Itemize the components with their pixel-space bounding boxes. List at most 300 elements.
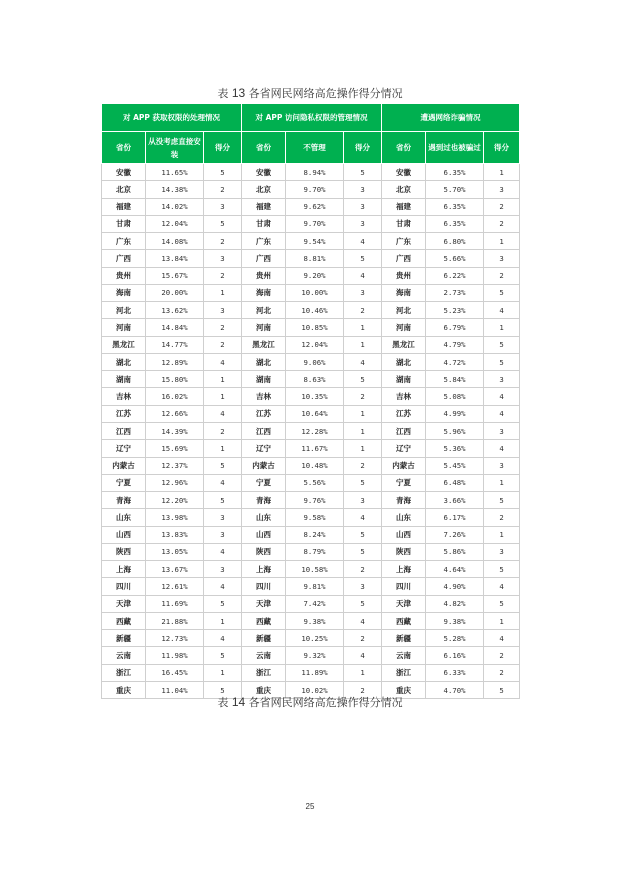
percent-cell: 9.58% [286, 509, 344, 526]
province-cell: 黑龙江 [382, 336, 426, 353]
score-cell: 3 [484, 250, 520, 267]
score-cell: 3 [204, 509, 242, 526]
column-header: 从没考虑直接安装 [146, 132, 204, 164]
province-cell: 宁夏 [102, 474, 146, 491]
percent-cell: 15.69% [146, 440, 204, 457]
table-row [102, 492, 520, 509]
score-cell: 5 [344, 371, 382, 388]
province-cell: 重庆 [242, 681, 286, 698]
province-cell: 湖南 [382, 371, 426, 388]
score-cell: 5 [344, 526, 382, 543]
province-cell: 广西 [382, 250, 426, 267]
percent-cell: 9.62% [286, 198, 344, 215]
score-cell: 2 [484, 664, 520, 681]
percent-cell: 10.35% [286, 388, 344, 405]
percent-cell: 8.24% [286, 526, 344, 543]
percent-cell: 10.46% [286, 302, 344, 319]
percent-cell: 6.16% [426, 647, 484, 664]
score-cell: 5 [204, 595, 242, 612]
province-cell: 江苏 [102, 405, 146, 422]
score-cell: 2 [484, 215, 520, 232]
score-cell: 3 [204, 561, 242, 578]
percent-cell: 6.79% [426, 319, 484, 336]
score-cell: 2 [344, 388, 382, 405]
province-cell: 新疆 [102, 630, 146, 647]
percent-cell: 5.84% [426, 371, 484, 388]
percent-cell: 10.00% [286, 284, 344, 301]
province-cell: 青海 [382, 492, 426, 509]
percent-cell: 4.79% [426, 336, 484, 353]
province-cell: 浙江 [242, 664, 286, 681]
column-header: 得分 [344, 132, 382, 164]
province-cell: 新疆 [242, 630, 286, 647]
province-cell: 青海 [102, 492, 146, 509]
score-cell: 1 [344, 405, 382, 422]
province-cell: 江西 [382, 422, 426, 439]
score-cell: 3 [344, 492, 382, 509]
column-header: 省份 [242, 132, 286, 164]
province-cell: 福建 [102, 198, 146, 215]
percent-cell: 14.38% [146, 181, 204, 198]
province-cell: 吉林 [102, 388, 146, 405]
percent-cell: 6.22% [426, 267, 484, 284]
percent-cell: 5.96% [426, 422, 484, 439]
province-cell: 浙江 [102, 664, 146, 681]
percent-cell: 6.35% [426, 215, 484, 232]
score-cell: 2 [204, 319, 242, 336]
score-cell: 5 [204, 164, 242, 181]
percent-cell: 9.20% [286, 267, 344, 284]
percent-cell: 5.45% [426, 457, 484, 474]
table-row [102, 578, 520, 595]
table-row [102, 164, 520, 181]
province-cell: 河南 [102, 319, 146, 336]
score-cell: 5 [484, 353, 520, 370]
province-cell: 重庆 [382, 681, 426, 698]
percent-cell: 15.80% [146, 371, 204, 388]
percent-cell: 4.70% [426, 681, 484, 698]
score-cell: 1 [204, 440, 242, 457]
percent-cell: 11.04% [146, 681, 204, 698]
caption-number: 13 [231, 86, 246, 100]
score-cell: 5 [204, 681, 242, 698]
province-cell: 安徽 [242, 164, 286, 181]
score-cell: 4 [344, 647, 382, 664]
province-cell: 湖北 [382, 353, 426, 370]
province-cell: 江西 [242, 422, 286, 439]
province-cell: 福建 [242, 198, 286, 215]
percent-cell: 9.32% [286, 647, 344, 664]
score-cell: 4 [204, 578, 242, 595]
table-row [102, 440, 520, 457]
percent-cell: 6.80% [426, 233, 484, 250]
percent-cell: 4.99% [426, 405, 484, 422]
score-cell: 1 [344, 336, 382, 353]
score-cell: 1 [484, 319, 520, 336]
province-cell: 海南 [382, 284, 426, 301]
score-cell: 4 [344, 233, 382, 250]
column-header: 遇到过也被骗过 [426, 132, 484, 164]
score-cell: 4 [204, 630, 242, 647]
score-cell: 4 [484, 405, 520, 422]
percent-cell: 12.89% [146, 353, 204, 370]
score-cell: 3 [344, 578, 382, 595]
percent-cell: 11.89% [286, 664, 344, 681]
percent-cell: 12.04% [286, 336, 344, 353]
table-row [102, 388, 520, 405]
province-cell: 贵州 [242, 267, 286, 284]
score-cell: 4 [484, 388, 520, 405]
percent-cell: 13.83% [146, 526, 204, 543]
province-cell: 重庆 [102, 681, 146, 698]
province-cell: 河北 [382, 302, 426, 319]
score-cell: 5 [484, 595, 520, 612]
column-header: 得分 [484, 132, 520, 164]
percent-cell: 6.35% [426, 198, 484, 215]
score-cell: 5 [344, 595, 382, 612]
score-cell: 2 [484, 267, 520, 284]
table-row [102, 336, 520, 353]
score-cell: 1 [204, 284, 242, 301]
score-cell: 5 [344, 164, 382, 181]
percent-cell: 5.36% [426, 440, 484, 457]
table-row [102, 647, 520, 664]
percent-cell: 8.81% [286, 250, 344, 267]
province-cell: 黑龙江 [242, 336, 286, 353]
percent-cell: 5.23% [426, 302, 484, 319]
percent-cell: 5.66% [426, 250, 484, 267]
score-cell: 5 [204, 492, 242, 509]
percent-cell: 9.38% [426, 612, 484, 629]
province-cell: 内蒙古 [242, 457, 286, 474]
table-row [102, 284, 520, 301]
province-cell: 河南 [242, 319, 286, 336]
score-cell: 2 [204, 181, 242, 198]
percent-cell: 2.73% [426, 284, 484, 301]
province-cell: 四川 [102, 578, 146, 595]
percent-cell: 14.08% [146, 233, 204, 250]
table-row [102, 215, 520, 232]
table-row [102, 267, 520, 284]
score-cell: 5 [484, 561, 520, 578]
percent-cell: 10.25% [286, 630, 344, 647]
table-caption-bottom [0, 694, 620, 710]
percent-cell: 10.58% [286, 561, 344, 578]
percent-cell: 21.88% [146, 612, 204, 629]
percent-cell: 12.04% [146, 215, 204, 232]
province-cell: 福建 [382, 198, 426, 215]
column-header: 不管理 [286, 132, 344, 164]
group-header-fraud: 遭遇网络诈骗情况 [382, 104, 520, 132]
province-cell: 内蒙古 [102, 457, 146, 474]
table-row [102, 405, 520, 422]
province-cell: 上海 [242, 561, 286, 578]
score-cell: 4 [204, 543, 242, 560]
percent-cell: 12.96% [146, 474, 204, 491]
percent-cell: 6.35% [426, 164, 484, 181]
score-cell: 1 [484, 612, 520, 629]
percent-cell: 13.67% [146, 561, 204, 578]
percent-cell: 3.66% [426, 492, 484, 509]
province-cell: 黑龙江 [102, 336, 146, 353]
province-cell: 山东 [102, 509, 146, 526]
table-row [102, 543, 520, 560]
percent-cell: 4.90% [426, 578, 484, 595]
province-cell: 云南 [242, 647, 286, 664]
caption-text: 各省网民网络高危操作得分情况 [248, 87, 403, 100]
province-cell: 贵州 [382, 267, 426, 284]
province-cell: 北京 [102, 181, 146, 198]
score-cell: 4 [204, 353, 242, 370]
table-caption-top [0, 85, 620, 101]
percent-cell: 12.37% [146, 457, 204, 474]
percent-cell: 9.38% [286, 612, 344, 629]
province-cell: 山西 [382, 526, 426, 543]
percent-cell: 8.63% [286, 371, 344, 388]
score-cell: 5 [204, 457, 242, 474]
score-cell: 1 [344, 440, 382, 457]
score-cell: 3 [204, 198, 242, 215]
percent-cell: 13.05% [146, 543, 204, 560]
caption-number: 14 [231, 695, 246, 709]
province-cell: 安徽 [102, 164, 146, 181]
province-cell: 宁夏 [242, 474, 286, 491]
province-cell: 广东 [382, 233, 426, 250]
province-cell: 辽宁 [242, 440, 286, 457]
score-cell: 5 [484, 284, 520, 301]
percent-cell: 20.00% [146, 284, 204, 301]
percent-cell: 12.61% [146, 578, 204, 595]
score-table [101, 103, 520, 699]
table-row [102, 664, 520, 681]
score-cell: 3 [484, 422, 520, 439]
province-cell: 天津 [382, 595, 426, 612]
province-cell: 天津 [102, 595, 146, 612]
province-cell: 江西 [102, 422, 146, 439]
table-row [102, 181, 520, 198]
percent-cell: 7.42% [286, 595, 344, 612]
table-row [102, 526, 520, 543]
percent-cell: 4.72% [426, 353, 484, 370]
percent-cell: 6.17% [426, 509, 484, 526]
province-cell: 河北 [102, 302, 146, 319]
score-cell: 4 [484, 578, 520, 595]
percent-cell: 4.82% [426, 595, 484, 612]
score-cell: 1 [204, 664, 242, 681]
caption-prefix: 表 [217, 87, 229, 100]
score-cell: 1 [204, 371, 242, 388]
percent-cell: 10.85% [286, 319, 344, 336]
score-cell: 2 [344, 681, 382, 698]
percent-cell: 16.45% [146, 664, 204, 681]
percent-cell: 15.67% [146, 267, 204, 284]
percent-cell: 6.48% [426, 474, 484, 491]
score-cell: 2 [484, 198, 520, 215]
percent-cell: 5.86% [426, 543, 484, 560]
score-cell: 5 [344, 250, 382, 267]
table-row [102, 630, 520, 647]
percent-cell: 8.94% [286, 164, 344, 181]
province-cell: 陕西 [382, 543, 426, 560]
province-cell: 海南 [102, 284, 146, 301]
province-cell: 河南 [382, 319, 426, 336]
province-cell: 湖南 [102, 371, 146, 388]
table-row [102, 198, 520, 215]
score-cell: 5 [344, 474, 382, 491]
percent-cell: 14.39% [146, 422, 204, 439]
percent-cell: 14.84% [146, 319, 204, 336]
province-cell: 上海 [102, 561, 146, 578]
score-cell: 3 [344, 215, 382, 232]
province-cell: 陕西 [102, 543, 146, 560]
province-cell: 河北 [242, 302, 286, 319]
score-cell: 1 [344, 319, 382, 336]
score-cell: 2 [344, 302, 382, 319]
column-header: 得分 [204, 132, 242, 164]
percent-cell: 16.02% [146, 388, 204, 405]
province-cell: 西藏 [382, 612, 426, 629]
percent-cell: 12.28% [286, 422, 344, 439]
percent-cell: 9.70% [286, 181, 344, 198]
table-row [102, 353, 520, 370]
table-body [102, 164, 520, 699]
province-cell: 浙江 [382, 664, 426, 681]
percent-cell: 12.66% [146, 405, 204, 422]
score-cell: 3 [484, 457, 520, 474]
percent-cell: 9.54% [286, 233, 344, 250]
province-cell: 西藏 [102, 612, 146, 629]
province-cell: 山西 [242, 526, 286, 543]
score-cell: 2 [204, 422, 242, 439]
table-row [102, 250, 520, 267]
group-header-app-permissions: 对 APP 获取权限的处理情况 [102, 104, 242, 132]
score-cell: 4 [484, 302, 520, 319]
province-cell: 吉林 [382, 388, 426, 405]
score-cell: 3 [344, 198, 382, 215]
score-cell: 4 [204, 405, 242, 422]
province-cell: 山西 [102, 526, 146, 543]
province-cell: 贵州 [102, 267, 146, 284]
province-cell: 西藏 [242, 612, 286, 629]
score-cell: 1 [484, 233, 520, 250]
score-cell: 2 [204, 336, 242, 353]
table-row [102, 595, 520, 612]
percent-cell: 10.48% [286, 457, 344, 474]
percent-cell: 9.81% [286, 578, 344, 595]
province-cell: 四川 [242, 578, 286, 595]
province-cell: 天津 [242, 595, 286, 612]
province-cell: 云南 [382, 647, 426, 664]
score-cell: 5 [484, 336, 520, 353]
province-cell: 陕西 [242, 543, 286, 560]
score-cell: 1 [484, 164, 520, 181]
score-cell: 1 [344, 422, 382, 439]
percent-cell: 13.98% [146, 509, 204, 526]
province-cell: 江苏 [242, 405, 286, 422]
province-cell: 上海 [382, 561, 426, 578]
column-header: 省份 [102, 132, 146, 164]
score-cell: 3 [484, 543, 520, 560]
score-cell: 5 [204, 215, 242, 232]
caption-text: 各省网民网络高危操作得分情况 [248, 696, 403, 709]
province-cell: 吉林 [242, 388, 286, 405]
percent-cell: 14.02% [146, 198, 204, 215]
score-cell: 2 [344, 561, 382, 578]
province-cell: 内蒙古 [382, 457, 426, 474]
group-header-privacy-management: 对 APP 访问隐私权限的管理情况 [242, 104, 382, 132]
score-cell: 3 [484, 371, 520, 388]
province-cell: 广西 [102, 250, 146, 267]
score-cell: 3 [344, 284, 382, 301]
column-header-row [102, 132, 520, 164]
percent-cell: 5.70% [426, 181, 484, 198]
percent-cell: 5.28% [426, 630, 484, 647]
score-cell: 4 [344, 612, 382, 629]
table-row [102, 612, 520, 629]
score-cell: 1 [204, 388, 242, 405]
score-cell: 2 [204, 267, 242, 284]
percent-cell: 12.20% [146, 492, 204, 509]
score-cell: 4 [484, 630, 520, 647]
score-cell: 3 [204, 302, 242, 319]
column-header: 省份 [382, 132, 426, 164]
score-cell: 4 [484, 440, 520, 457]
province-cell: 甘肃 [382, 215, 426, 232]
province-cell: 海南 [242, 284, 286, 301]
score-cell: 4 [344, 353, 382, 370]
province-cell: 四川 [382, 578, 426, 595]
score-cell: 1 [204, 612, 242, 629]
province-cell: 广东 [242, 233, 286, 250]
percent-cell: 11.98% [146, 647, 204, 664]
table-row [102, 422, 520, 439]
table-row [102, 474, 520, 491]
score-cell: 2 [344, 630, 382, 647]
score-cell: 1 [344, 664, 382, 681]
percent-cell: 11.65% [146, 164, 204, 181]
province-cell: 江苏 [382, 405, 426, 422]
province-cell: 湖北 [102, 353, 146, 370]
page-number: 25 [305, 802, 315, 811]
province-cell: 辽宁 [382, 440, 426, 457]
percent-cell: 5.08% [426, 388, 484, 405]
province-cell: 北京 [382, 181, 426, 198]
province-cell: 山东 [382, 509, 426, 526]
province-cell: 北京 [242, 181, 286, 198]
table-row [102, 302, 520, 319]
score-cell: 3 [204, 250, 242, 267]
percent-cell: 9.76% [286, 492, 344, 509]
score-cell: 5 [204, 647, 242, 664]
percent-cell: 13.84% [146, 250, 204, 267]
score-cell: 2 [484, 647, 520, 664]
percent-cell: 11.67% [286, 440, 344, 457]
province-cell: 辽宁 [102, 440, 146, 457]
score-cell: 4 [344, 509, 382, 526]
percent-cell: 6.33% [426, 664, 484, 681]
province-cell: 湖南 [242, 371, 286, 388]
percent-cell: 5.56% [286, 474, 344, 491]
province-cell: 广东 [102, 233, 146, 250]
score-cell: 5 [484, 681, 520, 698]
group-header-row [102, 104, 520, 132]
score-cell: 2 [484, 509, 520, 526]
table-row [102, 561, 520, 578]
percent-cell: 4.64% [426, 561, 484, 578]
province-cell: 甘肃 [242, 215, 286, 232]
province-cell: 安徽 [382, 164, 426, 181]
score-cell: 2 [344, 457, 382, 474]
